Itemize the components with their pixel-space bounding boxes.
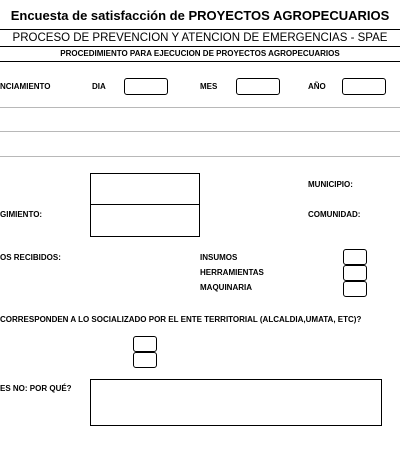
month-label: MES <box>200 82 218 91</box>
herramientas-label: HERRAMIENTAS <box>200 268 264 277</box>
day-label: DIA <box>92 82 106 91</box>
insumos-checkbox[interactable] <box>343 249 367 265</box>
maquinaria-checkbox[interactable] <box>343 281 367 297</box>
day-field[interactable] <box>124 78 168 95</box>
divider-line <box>0 131 400 132</box>
month-field[interactable] <box>236 78 280 95</box>
received-label: OS RECIBIDOS: <box>0 253 61 262</box>
municipio-label: MUNICIPIO: <box>308 180 353 189</box>
why-label: ES NO: POR QUÉ? <box>0 384 72 393</box>
form-title: Encuesta de satisfacción de PROYECTOS AGROPECUARIOS <box>10 8 390 23</box>
year-field[interactable] <box>342 78 386 95</box>
herramientas-checkbox[interactable] <box>343 265 367 281</box>
insumos-label: INSUMOS <box>200 253 238 262</box>
divider-line <box>0 107 400 108</box>
year-label: AÑO <box>308 82 326 91</box>
maquinaria-label: MAQUINARIA <box>200 283 252 292</box>
divider-line <box>0 156 400 157</box>
seguimiento-label: GIMIENTO: <box>0 210 43 219</box>
procedure-heading: PROCEDIMIENTO PARA EJECUCION DE PROYECTOS AGROPECUARIOS <box>0 47 400 62</box>
yes-checkbox[interactable] <box>133 336 157 352</box>
no-checkbox[interactable] <box>133 352 157 368</box>
comunidad-field[interactable] <box>90 204 200 237</box>
municipio-field[interactable] <box>90 173 200 206</box>
financing-date-label: NCIAMIENTO <box>0 82 51 91</box>
correspondence-question: CORRESPONDEN A LO SOCIALIZADO POR EL ENTE TERRITORIAL (ALCALDIA,UMATA, ETC)? <box>0 315 362 324</box>
comunidad-label: COMUNIDAD: <box>308 210 361 219</box>
why-textarea[interactable] <box>90 379 382 426</box>
process-heading: PROCESO DE PREVENCION Y ATENCION DE EMERGENCIAS - SPAE <box>0 29 400 47</box>
